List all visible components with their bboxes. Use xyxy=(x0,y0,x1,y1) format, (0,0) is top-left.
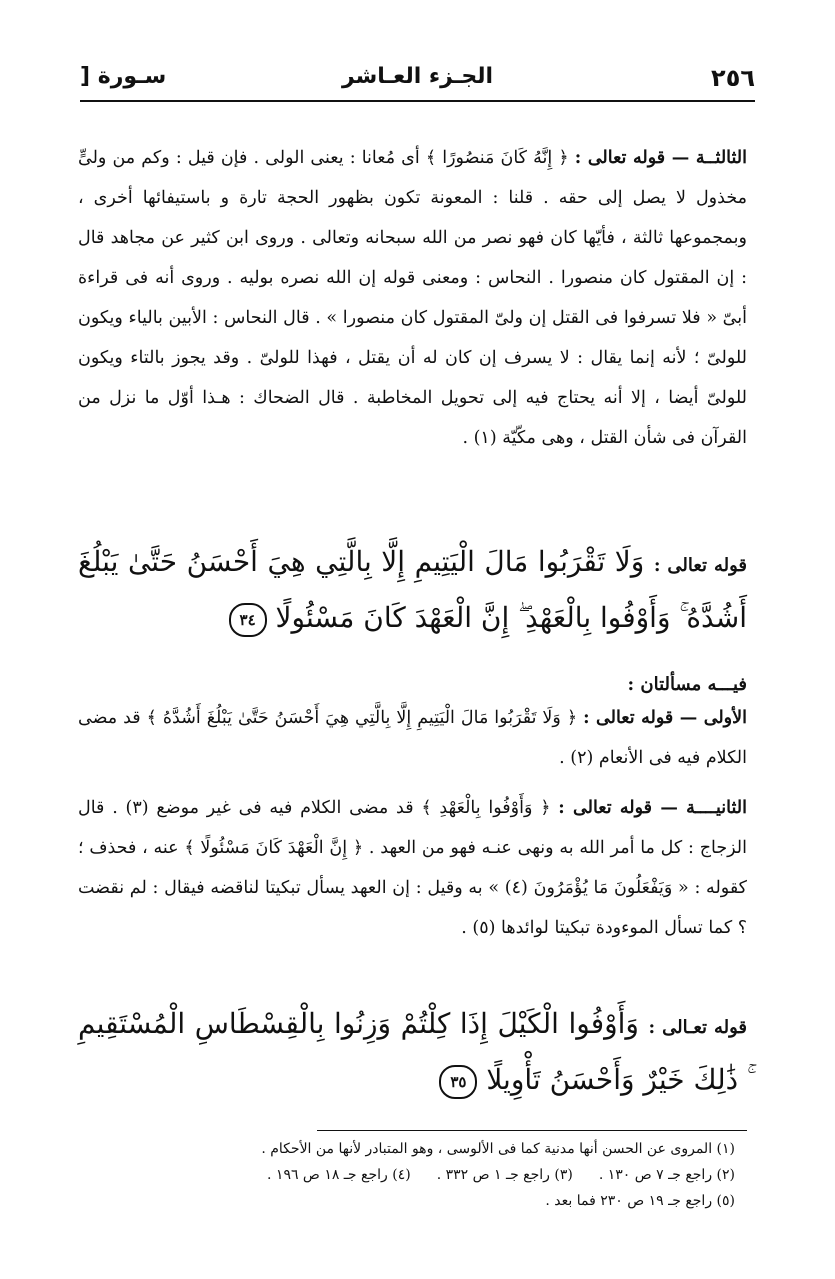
quran-verse-34 xyxy=(78,536,747,644)
page-header xyxy=(80,60,755,104)
verse-number-marker: ٣٥ xyxy=(439,1065,477,1099)
quran-verse-35 xyxy=(78,998,747,1106)
paragraph-text: ﴿ وَلَا تَقْرَبُوا مَالَ الْيَتِيمِ إِلَّا بِالَّتِي هِيَ أَحْسَنُ حَتَّىٰ يَبْلُغَ أَشُدَّهُ ﴾ قد مضى الكلام فيه فى الأنعام (٢) . xyxy=(78,708,747,768)
footnote-5: (٥) راجع جـ ١٩ ص ٢٣٠ فما بعد . xyxy=(545,1193,735,1209)
paragraph-first-issue xyxy=(78,698,747,778)
footnote-2: (٢) راجع جـ ٧ ص ١٣٠ . xyxy=(598,1167,735,1183)
footnote-1: (١) المروى عن الحسن أنها مدنية كما فى الألوسى ، وهو المتبادر لأنها من الأحكام . xyxy=(261,1141,735,1157)
paragraph-text: ﴿ إِنَّهُ كَانَ مَنصُورًا ﴾ أى مُعانا : يعنى الولى . فإن قيل : وكم من ولىٍّ مخذول لا يصل إلى حقه . قلنا : المعونة تكون بظهور الحجة تارة و باستيفائها أخرى ، وبمجموعها ثالثة ، فأيّها كان فهو نصر من الله سبحانه وتعالى . وروى ابن كثير عن مجاهد قال : إن المقتول كان منصورا . النحاس : ومعنى قوله إن الله نصره بوليه . وروى أنه فى قراءة أبىّ « فلا تسرفوا فى القتل إن ولىّ المقتول كان منصورا » . قال النحاس : الأبين بالياء ويكون للولىّ ؛ لأنه إنما يقال : لا يسرف إن كان له أن يقتل ، فهذا للولىّ . وقد يجوز بالتاء ويكون للولىّ أيضا ، إلا أنه يحتاج فيه إلى تحويل المخاطبة . قال الضحاك : هـذا أوّل ما نزل من القرآن فى شأن القتل ، وهى مكّيّة (١) . xyxy=(78,148,747,448)
verse-number-marker: ٣٤ xyxy=(229,603,267,637)
paragraph-lead: الثانيــــة — قوله تعالى : xyxy=(558,798,747,818)
paragraph-text: ﴿ وَأَوْفُوا بِالْعَهْدِ ﴾ قد مضى الكلام فيه فى غير موضع (٣) . قال الزجاج : كل ما أمر الله به ونهى عنـه فهو من العهد . ﴿ إِنَّ الْعَهْدَ كَانَ مَسْئُولًا ﴾ عنه ، فحذف ؛ كقوله : « وَيَفْعَلُونَ مَا يُؤْمَرُونَ (٤) » به وقيل : إن العهد يسأل تبكيتا لناقضه فيقال : لم نقضت ؟ كما تسأل الموءودة تبكيتا لوائدها (٥) . xyxy=(78,798,748,938)
paragraph-lead: الثالثــة — قوله تعالى : xyxy=(574,148,747,168)
footnotes xyxy=(88,1136,735,1214)
sura-label: سـورة [ xyxy=(80,64,167,89)
verse-text: وَلَا تَقْرَبُوا مَالَ الْيَتِيمِ إِلَّا بِالَّتِي هِيَ أَحْسَنُ حَتَّىٰ يَبْلُغَ أَشُدَّهُ ۚ وَأَوْفُوا بِالْعَهْدِ ۖ إِنَّ الْعَهْدَ كَانَ مَسْئُولًا xyxy=(78,545,747,634)
section-heading: فيـــه مسألتان : xyxy=(627,674,747,695)
footnote-rule xyxy=(317,1130,747,1131)
footnote-4: (٤) راجع جـ ١٨ ص ١٩٦ . xyxy=(267,1167,411,1183)
page-number: ٢٥٦ xyxy=(711,64,755,92)
header-rule xyxy=(80,100,755,102)
paragraph-third-issue xyxy=(78,138,747,458)
footnote-3: (٣) راجع جـ ١ ص ٣٣٢ . xyxy=(436,1167,573,1183)
verse-label: قوله تعـالى : xyxy=(648,1017,748,1038)
paragraph-second-issue xyxy=(78,788,747,948)
footnote-row xyxy=(88,1162,735,1188)
verse-text: وَأَوْفُوا الْكَيْلَ إِذَا كِلْتُمْ وَزِنُوا بِالْقِسْطَاسِ الْمُسْتَقِيمِ ۚ ذَٰلِكَ خَيْرٌ وَأَحْسَنُ تَأْوِيلًا xyxy=(78,1007,747,1096)
verse-label: قوله تعالى : xyxy=(653,555,747,576)
paragraph-lead: الأولى — قوله تعالى : xyxy=(583,708,747,728)
running-title: الجـزء العـاشر xyxy=(341,64,494,89)
